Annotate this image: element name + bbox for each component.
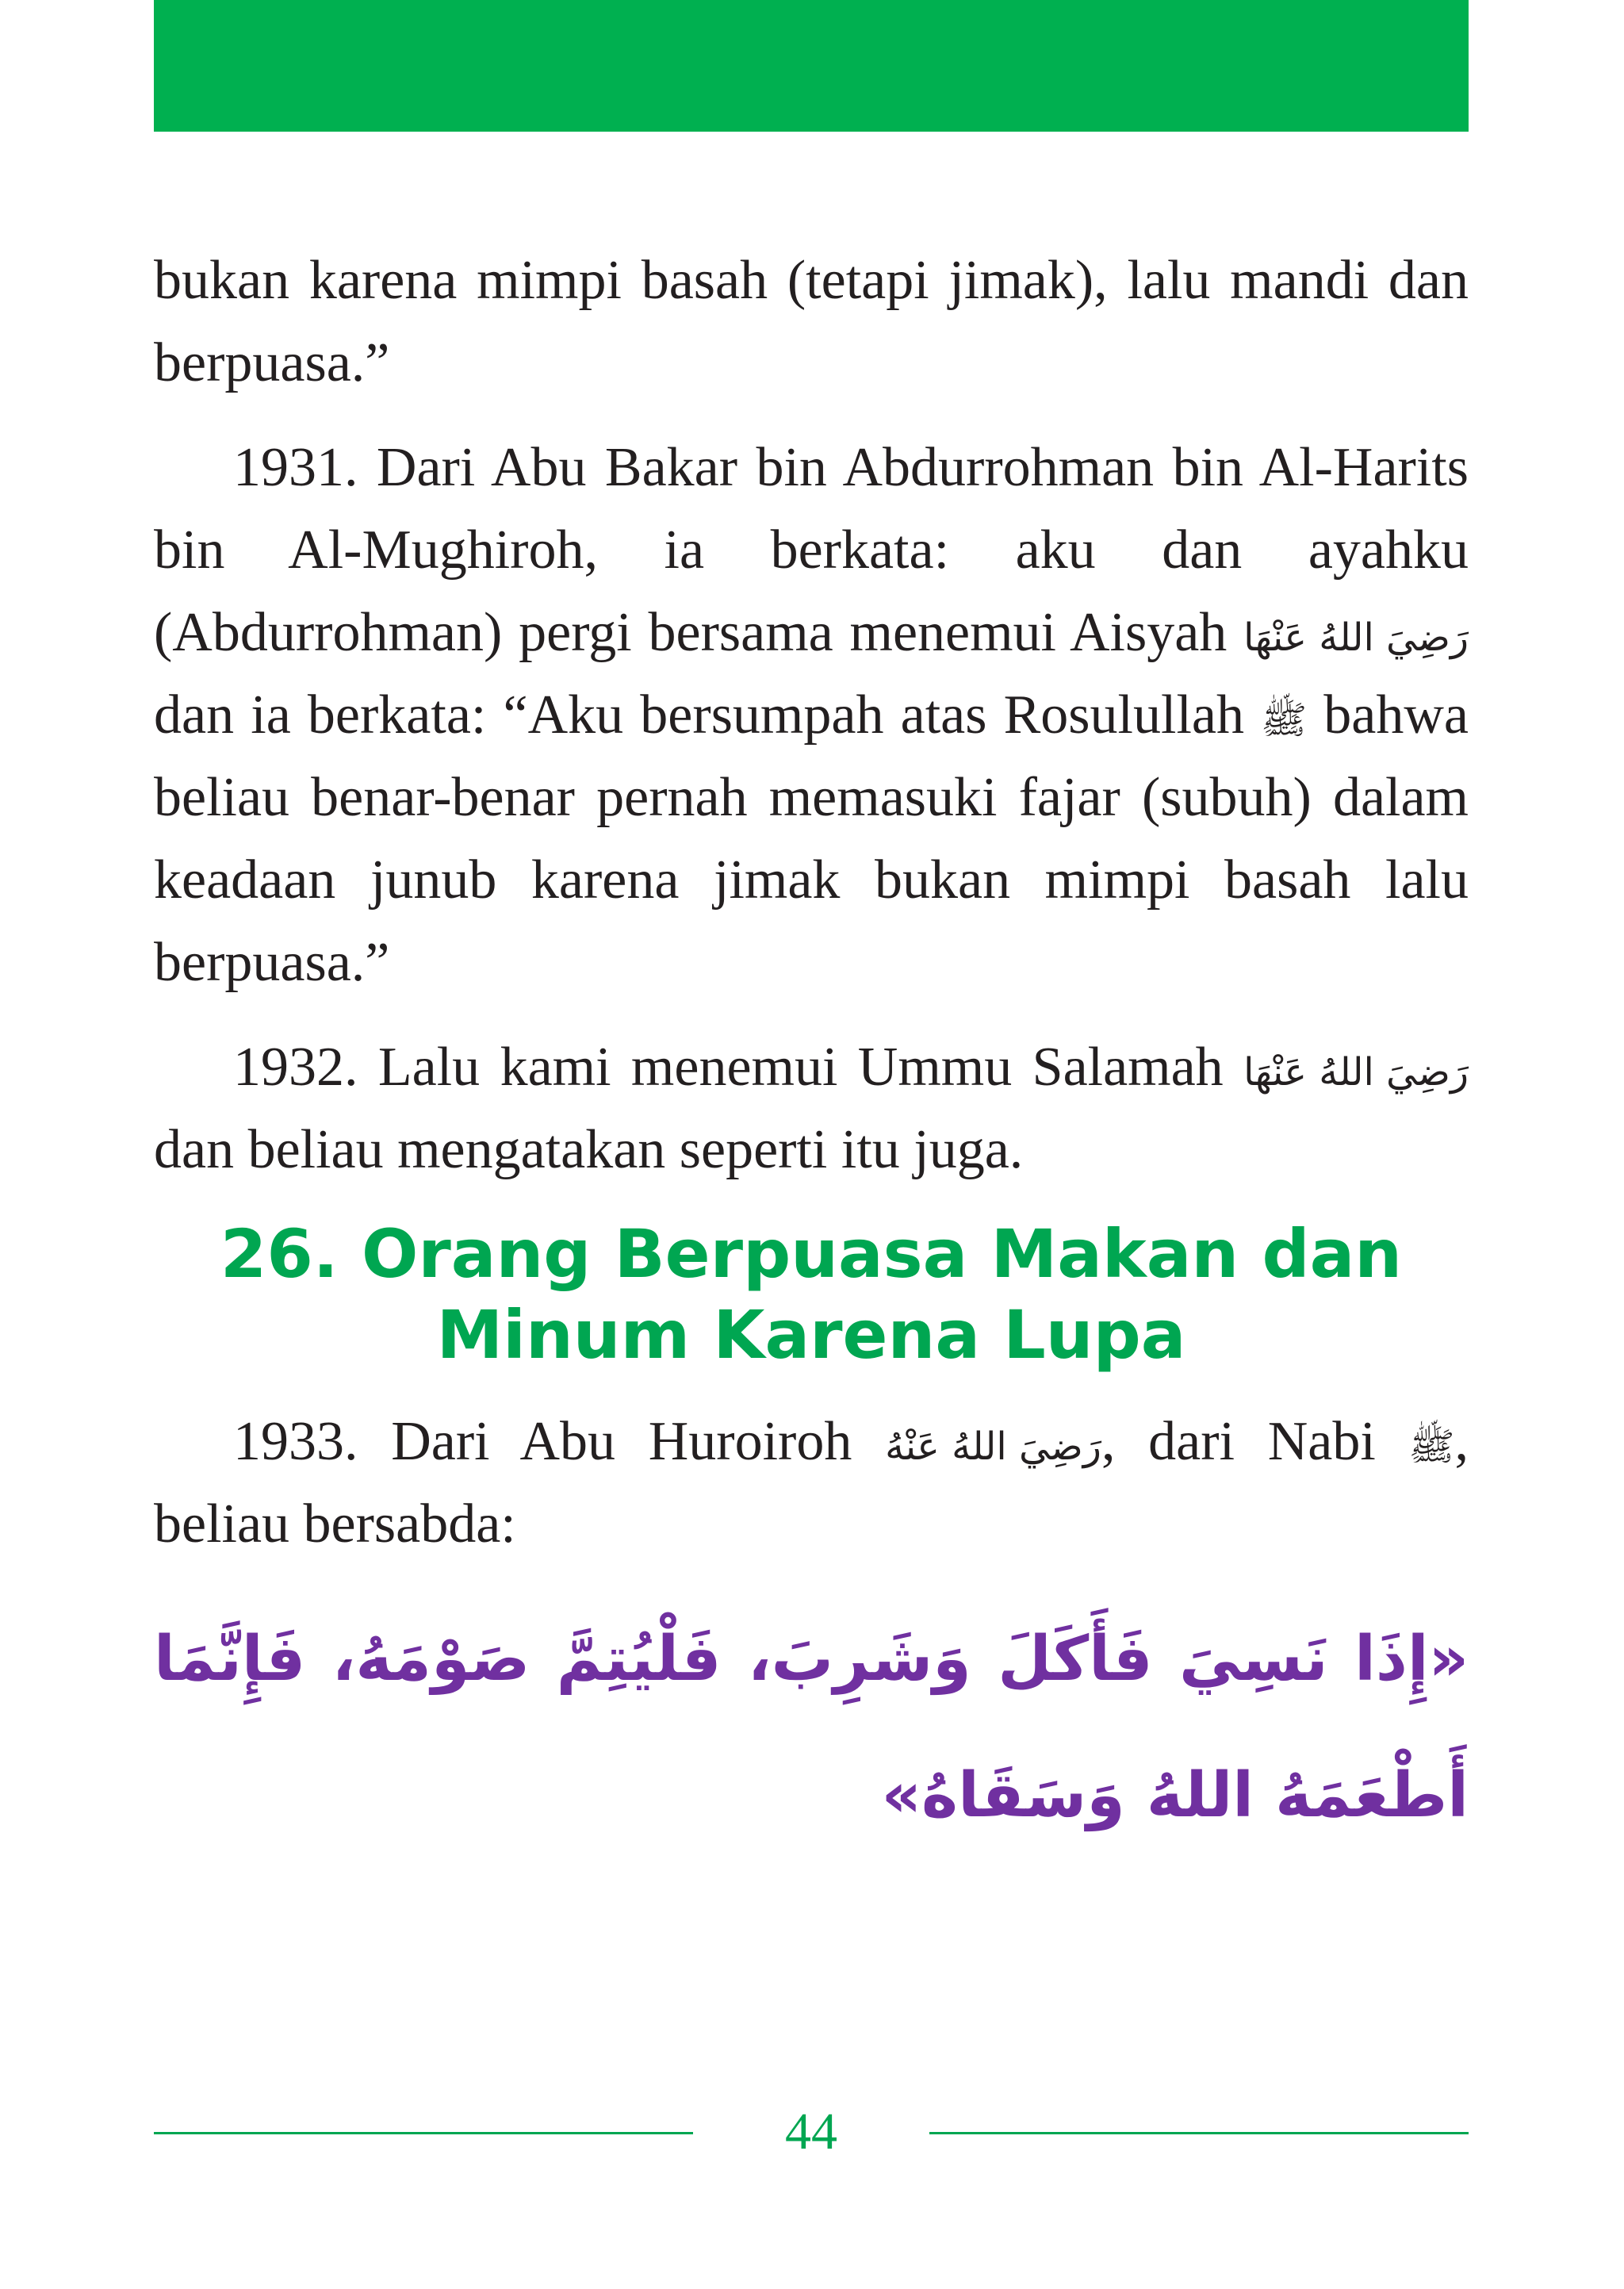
hadith-text: 1933. Dari Abu Huroiroh [233, 1411, 886, 1472]
arabic-hadith-text: «إِذَا نَسِيَ فَأَكَلَ وَشَرِبَ، فَلْيُتِمَّ صَوْمَهُ، فَإِنَّمَا أَطْعَمَهُ اللهُ وَسَقَاهُ» [154, 1624, 1469, 1831]
footer-rule-right [929, 2132, 1469, 2134]
shallallahu-alaihi-wasallam-glyph: ﷺ [1408, 1424, 1455, 1469]
hadith-text: dan beliau mengatakan seperti itu juga. [154, 1119, 1024, 1180]
section-heading [154, 1214, 1469, 1375]
radhiyallahu-anhu-glyph: رَضِيَ اللهُ عَنْهُ [885, 1424, 1101, 1469]
paragraph-text: bukan karena mimpi basah (tetapi jimak), lalu mandi dan berpuasa.” [154, 250, 1469, 393]
radhiyallahu-anha-glyph: رَضِيَ اللهُ عَنْهَا [1243, 1049, 1469, 1095]
section-title-line-1: 26. Orang Berpuasa Makan dan [220, 1215, 1403, 1293]
hadith-text: 1931. Dari Abu Bakar bin Abdurrohman bin Al-Harits bin Al-Mughiroh, ia berkata: aku dan ayahku (Abdurrohman) pergi bersama menemui Aisyah [154, 437, 1469, 663]
hadith-text: , dari Nabi [1101, 1411, 1409, 1472]
section-title-line-2: Minum Karena Lupa [436, 1296, 1186, 1374]
footer-rule-left [154, 2132, 693, 2134]
hadith-1933 [154, 1401, 1469, 1566]
page-content [154, 240, 1469, 1864]
shallallahu-alaihi-wasallam-glyph: ﷺ [1261, 697, 1308, 742]
hadith-1932 [154, 1026, 1469, 1191]
radhiyallahu-anha-glyph: رَضِيَ اللهُ عَنْهَا [1243, 615, 1469, 660]
page-footer [154, 2092, 1469, 2172]
hadith-text: , beliau bersabda: [154, 1411, 1469, 1555]
header-color-bar [154, 0, 1469, 132]
hadith-text: 1932. Lalu kami menemui Ummu Salamah [233, 1037, 1244, 1098]
hadith-text: bahwa beliau benar-benar pernah memasuki fajar (subuh) dalam keadaan junub karena jimak bukan mimpi basah lalu berpuasa.” [154, 684, 1469, 993]
page-number: 44 [785, 2103, 837, 2161]
hadith-text: dan ia berkata: “Aku bersumpah atas Rosulullah [154, 684, 1262, 746]
paragraph-continuation [154, 240, 1469, 405]
hadith-1931 [154, 427, 1469, 1004]
